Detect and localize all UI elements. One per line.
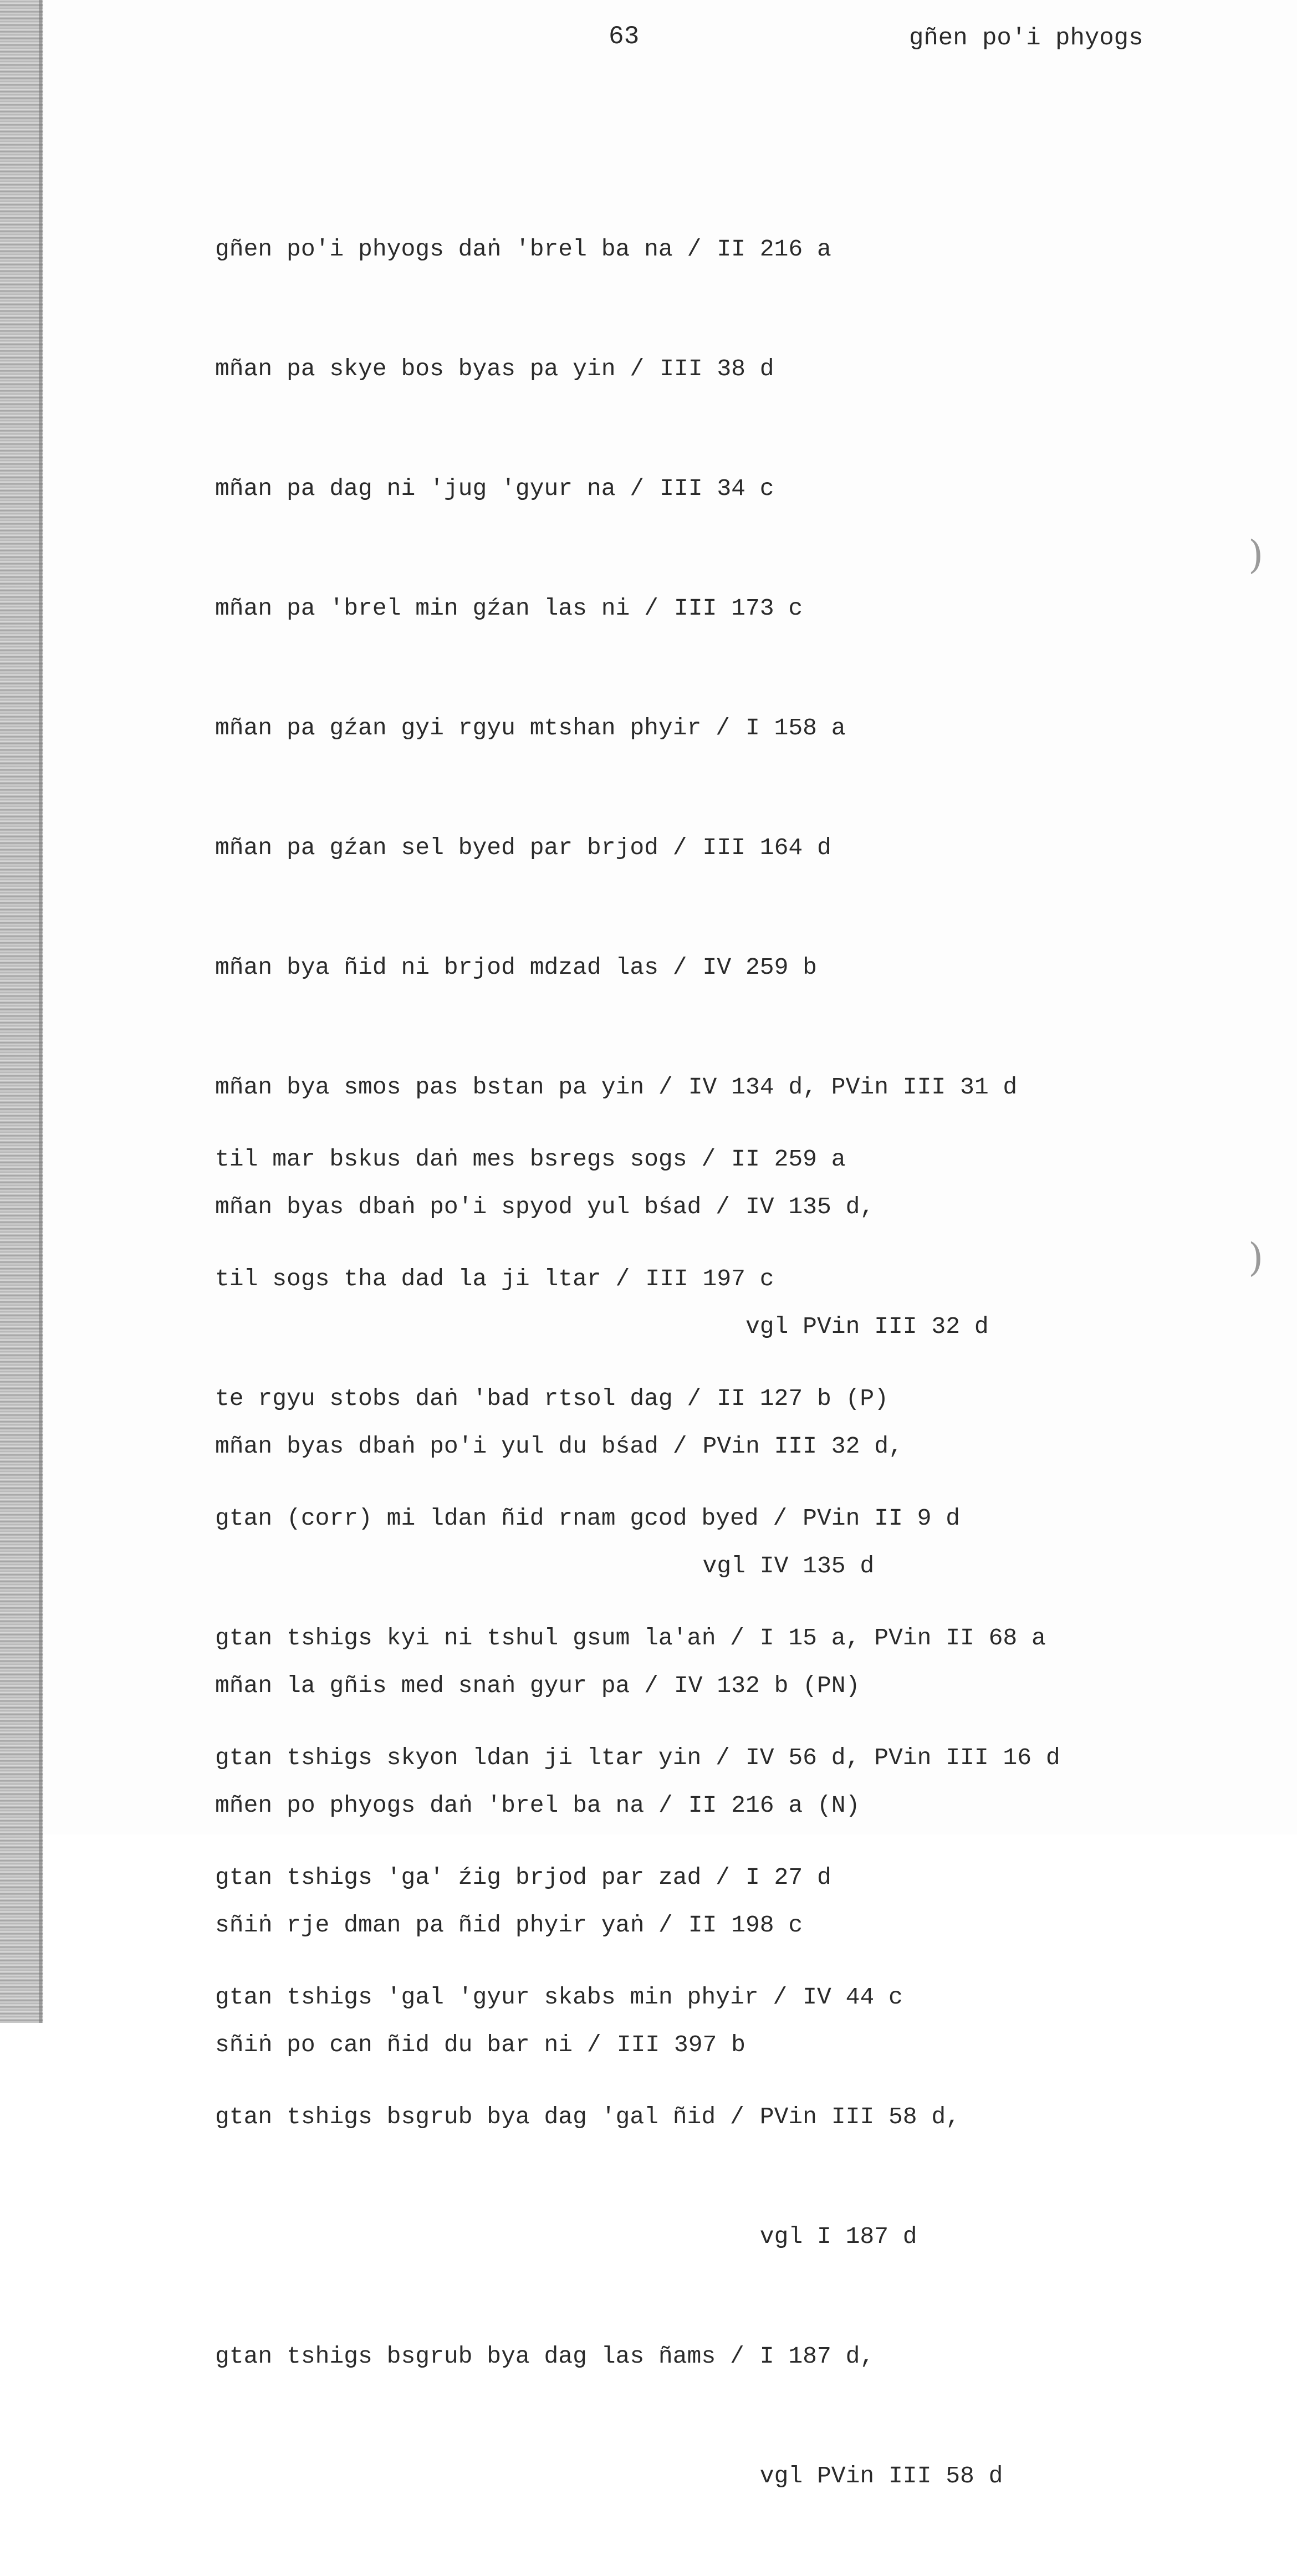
verse-text: mñan pa dag ni 'jug 'gyur na /: [215, 475, 645, 502]
verse-text: til sogs tha dad la ji ltar /: [215, 1265, 630, 1292]
verse-cross-reference: vgl PVin III 58 d: [759, 2462, 1003, 2490]
index-entry: [215, 469, 1017, 509]
verse-text: sñiṅ po can ñid du bar ni /: [215, 2031, 601, 2058]
book-spine-edge: [39, 0, 42, 2023]
verse-reference: PVin III 32 d,: [702, 1433, 903, 1460]
index-entry: [215, 349, 1017, 389]
index-entry: [215, 1379, 1060, 1419]
verse-reference: IV 135 d,: [745, 1193, 875, 1220]
verse-cross-reference: vgl PVin III 32 d: [745, 1313, 989, 1340]
verse-text: mñan pa gźan gyi rgyu mtshan phyir /: [215, 714, 730, 742]
verse-text: gtan (corr) mi ldan ñid rnam gcod byed /: [215, 1505, 788, 1532]
page-number: 63: [609, 22, 640, 51]
index-entry: [215, 2097, 1060, 2137]
verse-reference: I 187 d,: [759, 2343, 875, 2370]
verse-reference: II 259 a: [731, 1146, 846, 1173]
verse-reference: III 197 c: [645, 1265, 774, 1292]
verse-reference: II 216 a (N): [688, 1792, 860, 1819]
verse-text: gtan tshigs skyon ldan ji ltar yin /: [215, 1744, 730, 1771]
verse-text: gtan tshigs bsgrub bya dag 'gal ñid /: [215, 2103, 744, 2130]
verse-reference: II 198 c: [688, 1911, 803, 1939]
verse-reference: II 216 a: [717, 236, 831, 263]
verse-reference: III 38 d: [660, 355, 774, 382]
margin-parenthesis-mark: ): [1248, 1235, 1264, 1280]
verse-reference: III 173 c: [673, 595, 803, 622]
verse-text: mñan pa gźan sel byed par brjod /: [215, 834, 687, 861]
verse-text: mñan bya smos pas bstan pa yin /: [215, 1074, 673, 1101]
index-entry: [215, 1139, 1060, 1179]
index-entry-continuation: [215, 2456, 1060, 2496]
verse-text: gtan tshigs bsgrub bya dag las ñams /: [215, 2343, 744, 2370]
verse-cross-reference: vgl IV 135 d: [702, 1552, 875, 1580]
verse-reference: IV 44 c: [803, 1984, 903, 2011]
verse-reference: I 27 d: [745, 1864, 831, 1891]
verse-reference: PVin II 9 d: [803, 1505, 961, 1532]
index-entry: [215, 2337, 1060, 2376]
index-entry: [215, 1618, 1060, 1658]
verse-text: gtan tshigs 'ga' źig brjod par zad /: [215, 1864, 730, 1891]
verse-text: gñen po'i phyogs daṅ 'brel ba na /: [215, 236, 702, 263]
verse-reference: III 397 b: [616, 2031, 745, 2058]
verse-text: gtan tshigs 'gal 'gyur skabs min phyir /: [215, 1984, 788, 2011]
verse-text: mñan bya ñid ni brjod mdzad las /: [215, 954, 687, 981]
verse-text: mñan pa skye bos byas pa yin /: [215, 355, 645, 382]
verse-text: mñan la gñis med snaṅ gyur pa /: [215, 1672, 658, 1699]
margin-parenthesis-mark: ): [1248, 532, 1264, 577]
verse-text: te rgyu stobs daṅ 'bad rtsol dag /: [215, 1385, 702, 1412]
index-entry: [215, 1858, 1060, 1898]
verse-text: mñen po phyogs daṅ 'brel ba na /: [215, 1792, 673, 1819]
index-entry: [215, 948, 1017, 988]
index-entry: [215, 229, 1017, 269]
index-entry: [215, 1499, 1060, 1539]
verse-text: mñan pa 'brel min gźan las ni /: [215, 595, 658, 622]
verse-text: gtan tshigs kyi ni tshul gsum la'aṅ /: [215, 1624, 744, 1652]
index-block-2: [215, 1060, 1060, 2576]
index-entry: [215, 589, 1017, 628]
verse-reference: I 15 a, PVin II 68 a: [759, 1624, 1046, 1652]
verse-reference: II 127 b (P): [717, 1385, 889, 1412]
verse-text: til mar bskus daṅ mes bsregs sogs /: [215, 1146, 716, 1173]
index-entry-continuation: [215, 2217, 1060, 2257]
index-entry: [215, 828, 1017, 868]
verse-reference: I 158 a: [745, 714, 846, 742]
verse-reference: IV 259 b: [702, 954, 817, 981]
index-entry: [215, 1738, 1060, 1778]
verse-reference: III 34 c: [660, 475, 774, 502]
verse-reference: PVin III 58 d,: [759, 2103, 961, 2130]
index-entry: [215, 1977, 1060, 2017]
book-spine-shadow: [0, 0, 43, 2023]
verse-reference: IV 132 b (PN): [673, 1672, 860, 1699]
verse-reference: IV 134 d, PVin III 31 d: [688, 1074, 1018, 1101]
verse-reference: IV 56 d, PVin III 16 d: [745, 1744, 1060, 1771]
index-entry: [215, 708, 1017, 748]
index-entry: [215, 1259, 1060, 1299]
verse-reference: III 164 d: [702, 834, 831, 861]
verse-text: sñiṅ rje dman pa ñid phyir yaṅ /: [215, 1911, 673, 1939]
verse-cross-reference: vgl I 187 d: [759, 2223, 917, 2250]
running-head: gñen po'i phyogs: [909, 24, 1143, 52]
verse-text: mñan byas dbaṅ po'i spyod yul bśad /: [215, 1193, 730, 1220]
verse-text: mñan byas dbaṅ po'i yul du bśad /: [215, 1433, 687, 1460]
